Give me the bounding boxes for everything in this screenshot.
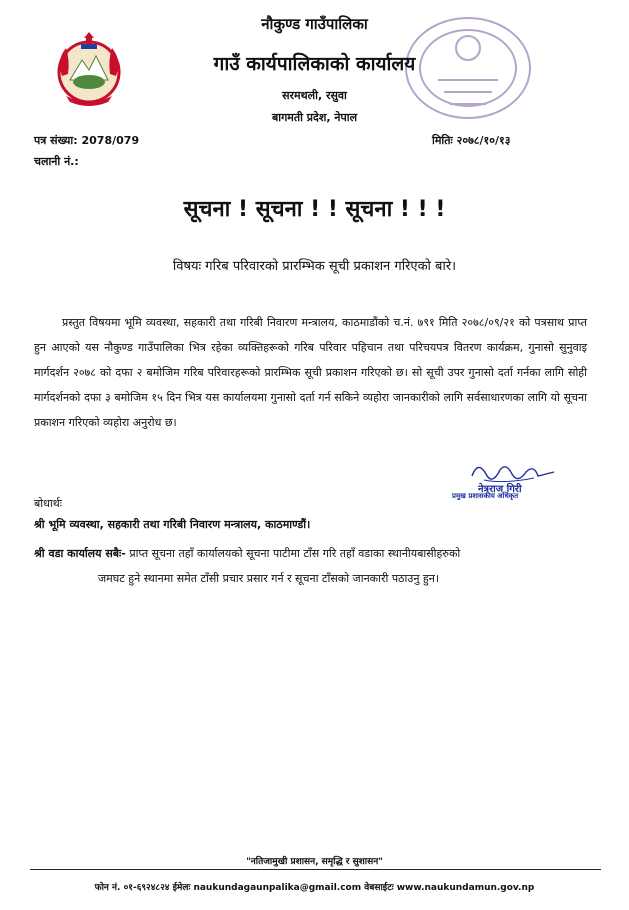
reference-label: पत्र संख्या: <box>34 134 78 147</box>
cc-recipient-ward-offices <box>34 541 594 591</box>
cc-ward-lead: श्री वडा कार्यालय सबैः- <box>34 547 126 560</box>
date-value: २०७८/१०/१३ <box>456 134 511 147</box>
reference-value: 2078/079 <box>81 134 140 147</box>
signatory-name: नेत्रराज गिरी <box>478 484 522 495</box>
address-line-1: सरमथली, रसुवा <box>282 89 347 102</box>
cc-label: बोधार्थः <box>34 497 62 510</box>
footer-motto: "नतिजामुखी प्रशासन, समृद्धि र सुशासन" <box>246 857 383 867</box>
signatory-title: प्रमुख प्रशासकीय अधिकृत <box>452 492 519 500</box>
cc-recipient-ministry: श्री भूमि व्यवस्था, सहकारी तथा गरिबी निवारण मन्त्रालय, काठमाण्डौं। <box>34 518 311 531</box>
notice-subject: विषयः गरिब परिवारको प्रारम्भिक सूची प्रकाशन गरिएको बारे। <box>172 259 457 274</box>
cc-ward-text: प्राप्त सूचना तहाँ कार्यालयको सूचना पाटीमा टाँस गरि तहाँ वडाका स्थानीयबासीहरुको <box>129 547 461 560</box>
notice-headline: सूचना ! सूचना ! ! सूचना ! ! ! <box>183 197 446 222</box>
notice-body: प्रस्तुत विषयमा भूमि व्यवस्था, सहकारी तथा गरिबी निवारण मन्त्रालय, काठमाडौंको च.नं. ७९१ मिति २०७८/०९/२१ को पत्रसाथ प्राप्त हुन आएको यस नौकुण्ड गाउँपालिका भित्र रहेका व्यक्तिहरूको गरिब परिवार पहिचान तथा परिचयपत्र वितरण कार्यक्रम, गुनासो सुनुवाइ मार्गदर्शन २०७८ को दफा २ बमोजिम गरिब परिवारहरूको प्रारम्भिक सूची प्रकाशन गरिएको छ। सो सूची उपर गुनासो दर्ता गर्नका लागि सोही मार्गदर्शनको दफा ३ बमोजिम १५ दिन भित्र यस कार्यालयमा गुनासो दर्ता गर्न सकिने व्यहोरा जानकारीको लागि सर्वसाधारणका लागि यो सूचना प्रकाशन गरिएको व्यहोरा अनुरोध छ। <box>34 316 587 429</box>
date-label: मितिः <box>432 134 453 147</box>
office-title: गाउँ कार्यपालिकाको कार्यालय <box>213 53 416 75</box>
dispatch-number: चलानी नं.: <box>34 155 79 168</box>
cc-ward-continuation: जमघट हुने स्थानमा समेत टाँसी प्रचार प्रसार गर्न र सूचना टाँसको जानकारी पठाउनु हुन। <box>98 572 440 585</box>
municipality-name: नौकुण्ड गाउँपालिका <box>261 15 368 33</box>
footer-divider <box>30 869 601 870</box>
address-line-2: बागमती प्रदेश, नेपाल <box>271 111 358 124</box>
footer-contact: फोन नं. ०१-६९२४८२४ ईमेलः naukundagaunpalika@gmail.com वेबसाईटः www.naukundamun.gov.np <box>94 883 535 893</box>
reference-number <box>34 133 139 148</box>
letter-date <box>432 133 510 148</box>
